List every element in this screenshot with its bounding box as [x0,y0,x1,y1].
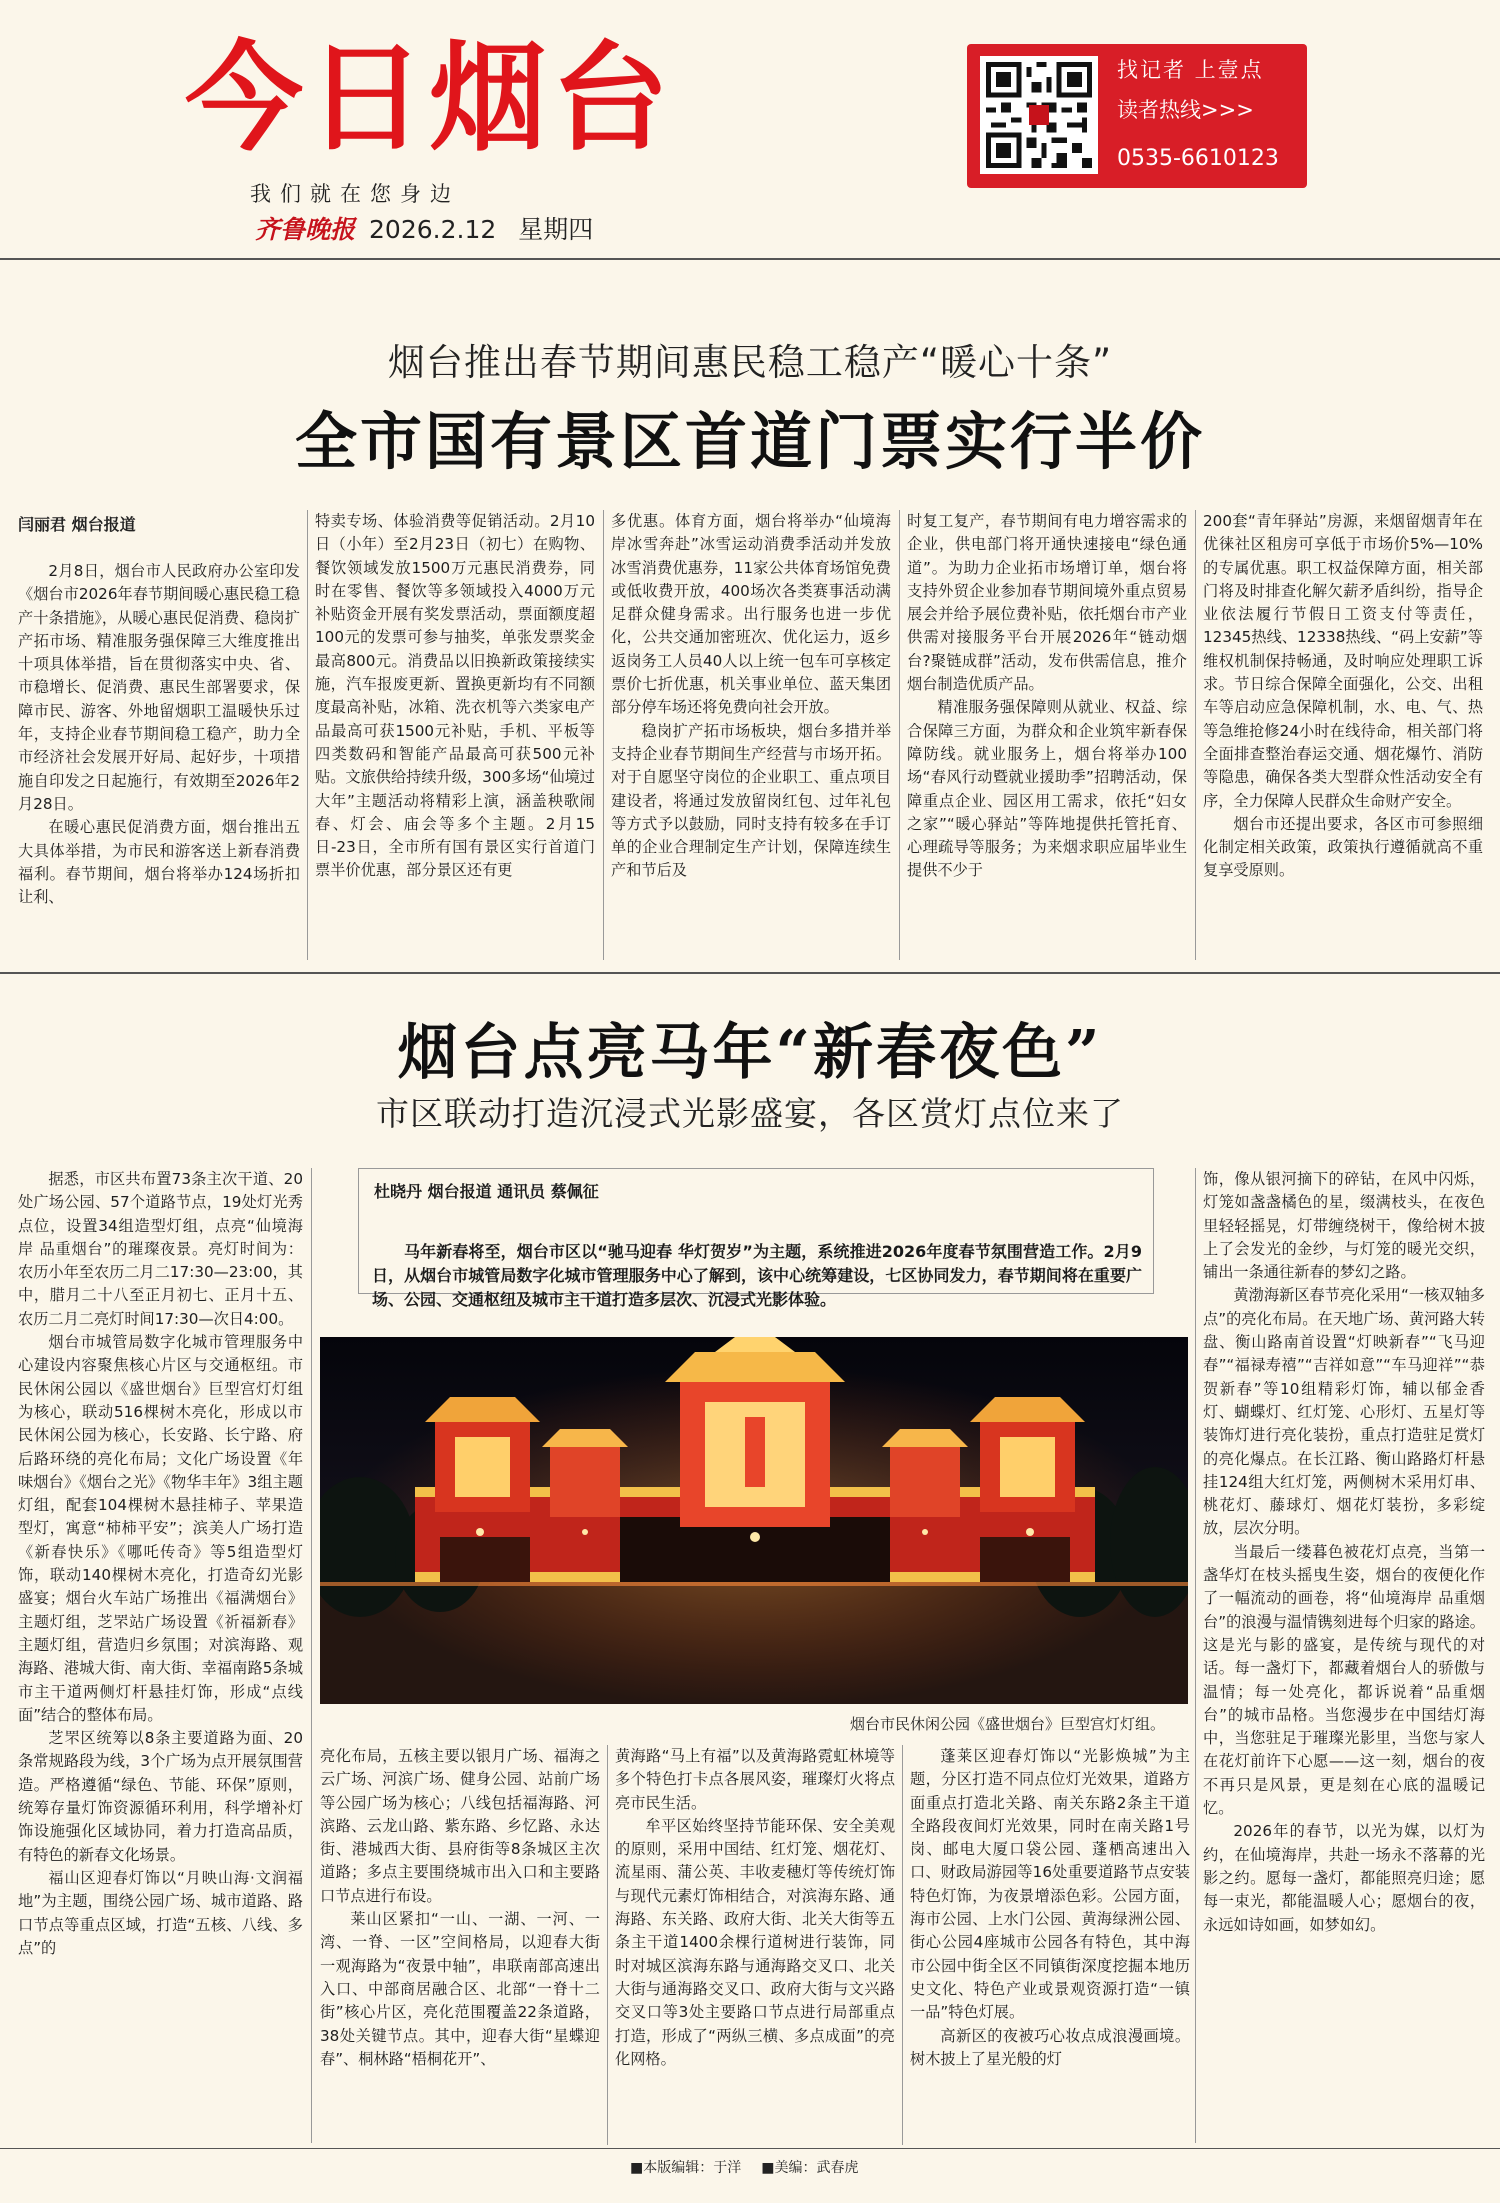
paragraph: 蓬莱区迎春灯饰以“光影焕城”为主题，分区打造不同点位灯光效果，道路方面重点打造北关路、南关东路2条主干道全路段夜间灯光效果，同时在南关路1号岗、邮电大厦口袋公园、蓬栖高速出入口、财政局游园等16处重要道路节点安装特色灯饰，为夜景增添色彩。公园方面，海市公园、上水门公园、黄海绿洲公园、街心公园4座城市公园各有特色，其中海市公园中街全区不同镇街深度挖掘本地历史文化、特色产业或景观资源打造“一镇一品”特色灯展。 [910,1747,1190,2022]
article2-headline: 烟台点亮马年“新春夜色” [397,1018,1103,1088]
divider [607,1745,608,2145]
divider [307,510,308,960]
article2-lead: 马年新春将至，烟台市区以“驰马迎春 华灯贺岁”为主题，系统推进2026年度春节氛围营造工作。2月9日，从烟台市城管局数字化城市管理服务中心了解到，该中心统筹建设，七区协同发力，春节期间将在重要广场、公园、交通枢纽及城市主干道打造多层次、沉浸式光影体验。 [372,1242,1142,1309]
paragraph: 福山区迎春灯饰以“月映山海·文润福地”为主题，围绕公园广场、城市道路、路口节点等重点区域，打造“五核、八线、多点”的 [18,1868,303,1957]
paragraph: 据悉，市区共布置73条主次干道、20处广场公园、57个道路节点，19处灯光秀点位，设置34组造型灯组，点亮“仙境海岸 品重烟台”的璀璨夜景。亮灯时间为：农历小年至农历二月二17:30—23:00，其中，腊月二十八至正月初七、正月十五、农历二月二亮灯时间17:30—次日4:00。 [18,1170,303,1328]
divider [603,510,604,960]
paragraph: 牟平区始终坚持节能环保、安全美观的原则，采用中国结、红灯笼、烟花灯、流星雨、蒲公英、丰收麦穗灯等传统灯饰与现代元素灯饰相结合，对滨海东路、通海路、东关路、政府大街、北关大街等五条主干道1400余棵行道树进行装饰，同时对城区滨海东路与通海路交叉口、北关大街与通海路交叉口、政府大街与文兴路交叉口等3处主要路口节点进行局部重点打造，形成了“两纵三横、多点成面”的亮化网格。 [615,1816,895,2068]
article2-subheadline: 市区联动打造沉浸式光影盛宴，各区赏灯点位来了 [376,1094,1124,1133]
article1-column-2 [315,510,595,960]
page-footer [630,2157,878,2177]
hotline-line1: 找记者 上壹点 [1117,58,1264,82]
article2-bottom-column-4 [910,1745,1190,2145]
issue-date: 2026.2.12 [369,215,497,244]
article2-bottom-column-3 [615,1745,895,2145]
paragraph: 稳岗扩产拓市场板块，烟台多措并举支持企业春节期间生产经营与市场开拓。对于自愿坚守岗位的企业职工、重点项目建设者，将通过发放留岗红包、过年礼包等方式予以鼓励，同时支持有较多在手订单的企业合理制定生产计划，保障连续生产和节后及 [611,721,891,880]
masthead-dateline [255,210,593,246]
article1-column-3 [611,510,891,960]
article1-column-1 [18,560,300,960]
article1-column-4 [907,510,1187,960]
footer-editor: ■本版编辑：于洋 [630,2160,742,2176]
paragraph: 200套“青年驿站”房源，来烟留烟青年在优徕社区租房可享低于市场价5%—10%的专属优惠。职工权益保障方面，相关部门将及时排查化解欠薪矛盾纠纷，指导企业依法履行节假日工资支付等责任，12345热线、12338热线、“码上安薪”等维权机制保持畅通，及时响应处理职工诉求。节日综合保障全面强化，公交、出租车等启动应急保障机制，水、电、气、热等急维抢修24小时在线待命，相关部门将全面排查整治春运交通、烟花爆竹、消防等隐患，确保各类大型群众性活动安全有序，全力保障人民群众生命财产安全。 [1203,512,1483,810]
paragraph: 特卖专场、体验消费等促销活动。2月10日（小年）至2月23日（初七）在购物、餐饮领域发放1500万元惠民消费券，同时在零售、餐饮等多领域投入4000万元补贴资金开展有奖发票活动，票面额度超100元的发票可参与抽奖，单张发票奖金最高800元。消费品以旧换新政策接续实施，汽车报废更新、置换更新均有不同额度最高补贴，冰箱、洗衣机等六类家电产品最高可获1500元补贴，手机、平板等四类数码和智能产品最高可获500元补贴。文旅供给持续升级，300多场“仙境过大年”主题活动将精彩上演，涵盖秧歌闹春、灯会、庙会等多个主题。2月15日-23日，全市所有国有景区实行首道门票半价优惠，部分景区还有更 [315,512,595,880]
paragraph: 多优惠。体育方面，烟台将举办“仙境海岸冰雪奔赴”冰雪运动消费季活动并发放冰雪消费优惠券，11家公共体育场馆免费或低收费开放，400场次各类赛事活动满足群众健身需求。出行服务也进一步优化，公共交通加密班次、优化运力，返乡返岗务工人员40人以上统一包车可享核定票价七折优惠，机关事业单位、蓝天集团部分停车场还将免费向社会开放。 [611,512,891,717]
divider [899,510,900,960]
paragraph: 烟台市还提出要求，各区市可参照细化制定相关政策，政策执行遵循就高不重复享受原则。 [1203,814,1483,880]
reader-hotline-box [967,44,1307,188]
photo-caption: 烟台市民休闲公园《盛世烟台》巨型宫灯灯组。 [850,1715,1166,1733]
article2-right-column [1203,1168,1485,2143]
divider [0,258,1500,260]
paragraph: 芝罘区统筹以8条主要道路为面、20条常规路段为线，3个广场为点开展氛围营造。严格遵循“绿色、节能、环保”原则，统筹存量灯饰资源循环利用，科学增补灯饰设施强化区域协同，着力打造高品质，有特色的新春文化场景。 [18,1729,303,1864]
paragraph: 莱山区紧扣“一山、一湖、一河、一湾、一脊、一区”空间格局，以迎春大街一观海路为“夜景中轴”，串联南部高速出入口、中部商居融合区、北部“一脊十二街”核心片区，亮化范围覆盖22条道路，38处关键节点。其中，迎春大街“星蝶迎春”、桐林路“梧桐花开”、 [320,1910,600,2068]
article1-kicker: 烟台推出春节期间惠民稳工稳产“暖心十条” [387,341,1113,384]
footer-designer: ■美编：武春虎 [761,2160,859,2176]
paragraph: 烟台市城管局数字化城市管理服务中心建设内容聚焦核心片区与交通枢纽。市民休闲公园以《盛世烟台》巨型宫灯灯组为核心，联动516棵树木亮化，形成以市民休闲公园为核心，长安路、长宁路、府后路环绕的亮化布局；文化广场设置《年味烟台》《烟台之光》《物华丰年》3组主题灯组，配套104棵树木悬挂柿子、苹果造型灯，寓意“柿柿平安”；滨美人广场打造《新春快乐》《哪吒传奇》等5组造型灯饰，联动140棵树木亮化，打造奇幻光影盛宴；烟台火车站广场推出《福满烟台》主题灯组，芝罘站广场设置《祈福新春》主题灯组，营造归乡氛围；对滨海路、观海路、港城大街、南大街、幸福南路5条城市主干道两侧灯杆悬挂灯饰，形成“点线面”结合的整体布局。 [18,1333,303,1724]
paragraph: 高新区的夜被巧心妆点成浪漫画境。树木披上了星光般的灯 [910,2026,1190,2068]
article2-byline: 杜晓丹 烟台报道 通讯员 蔡佩征 [374,1182,599,1201]
divider [0,2148,1500,2149]
paragraph: 黄渤海新区春节亮化采用“一核双轴多点”的亮化布局。在天地广场、黄河路大转盘、衡山路南首设置“灯映新春”“飞马迎春”“福禄寿禧”“吉祥如意”“车马迎祥”“恭贺新春”等10组精彩灯饰，辅以郁金香灯、蝴蝶灯、红灯笼、心形灯、五星灯等装饰灯进行亮化装扮，重点打造驻足赏灯的亮化爆点。在长江路、衡山路路灯杆悬挂124组大红灯笼，两侧树木采用灯串、桃花灯、藤球灯、烟花灯装扮，多彩绽放，层次分明。 [1203,1286,1485,1538]
paragraph: 时复工复产，春节期间有电力增容需求的企业，供电部门将开通快速接电“绿色通道”。为助力企业拓市场增订单，烟台将支持外贸企业参加春节期间境外重点贸易展会并给予展位费补贴，依托烟台市产业供需对接服务平台开展2026年“链动烟台?聚链成群”活动，发布供需信息，推介烟台制造优质产品。 [907,512,1187,694]
paragraph: 当最后一缕暮色被花灯点亮，当第一盏华灯在枝头摇曳生姿，烟台的夜便化作了一幅流动的画卷，将“仙境海岸 品重烟台”的浪漫与温情镌刻进每个归家的路途。这是光与影的盛宴，是传统与现代的对话。每一盏灯下，都藏着烟台人的骄傲与温情；每一处亮化，都诉说着“品重烟台”的城市品格。当您漫步在中国结灯海中，当您驻足于璀璨光影里，当您与家人在花灯前许下心愿——这一刻，烟台的夜不再只是风景，更是刻在心底的温暖记忆。 [1203,1542,1485,1818]
article1-byline: 闫丽君 烟台报道 [18,515,136,534]
paragraph: 亮化布局，五核主要以银月广场、福海之云广场、河滨广场、健身公园、站前广场等公园广场为核心；八线包括福海路、河滨路、云龙山路、紫东路、乡忆路、永达街、港城西大街、县府街等8条城区主次道路；多点主要围绕城市出入口和主要路口节点进行布设。 [320,1747,600,1905]
article2-bottom-column-2 [320,1745,600,2145]
paper-name: 齐鲁晚报 [255,215,356,244]
paragraph: 在暖心惠民促消费方面，烟台推出五大具体举措，为市民和游客送上新春消费福利。春节期间，烟台将举办124场折扣让利、 [18,818,300,907]
divider [902,1745,903,2145]
paragraph: 2月8日，烟台市人民政府办公室印发《烟台市2026年春节期间暖心惠民稳工稳产十条措施》，从暖心惠民促消费、稳岗扩产拓市场、精准服务强保障三大维度推出十项具体举措，旨在贯彻落实中央、省、市稳增长、促消费、惠民生部署要求，保障市民、游客、外地留烟职工温暖快乐过年，支持企业春节期间稳工稳产，助力全市经济社会发展开好局、起好步，十项措施自印发之日起施行，有效期至2026年2月28日。 [18,562,300,813]
paragraph: 黄海路“马上有福”以及黄海路霓虹林境等多个特色打卡点各展风姿，璀璨灯火将点亮市民生活。 [615,1747,895,1812]
masthead-slogan: 我们就在您身边 [250,182,460,206]
hotline-line2: 读者热线>>> [1117,98,1254,122]
article1-column-5 [1203,510,1483,960]
paragraph: 精准服务强保障则从就业、权益、综合保障三方面，为群众和企业筑牢新春保障防线。就业服务上，烟台将举办100场“春风行动暨就业援助季”招聘活动，保障重点企业、园区用工需求，依托“妇女之家”“暖心驿站”等阵地提供托管托育、心理疏导等服务；为来烟求职应届毕业生提供不少于 [907,698,1187,880]
divider [1195,1168,1196,2143]
divider [311,1168,312,2143]
article2-left-column [18,1168,303,2143]
paragraph: 2026年的春节，以光为媒，以灯为约，在仙境海岸，共赴一场永不落幕的光影之约。愿每一盏灯，都能照亮归途；愿每一束光，都能温暖人心；愿烟台的夜，永远如诗如画，如梦如幻。 [1203,1822,1485,1934]
divider [0,972,1500,974]
paragraph: 饰，像从银河摘下的碎钻，在风中闪烁，灯笼如盏盏橘色的星，缀满枝头，在夜色里轻轻摇晃，灯带缠绕树干，像给树木披上了会发光的金纱，与灯笼的暖光交织，铺出一条通往新春的梦幻之路。 [1203,1170,1485,1282]
issue-weekday: 星期四 [518,215,594,244]
article1-headline: 全市国有景区首道门票实行半价 [294,405,1205,478]
hotline-phone[interactable]: 0535-6610123 [1117,146,1279,171]
lantern-photo [320,1337,1188,1704]
divider [1195,510,1196,960]
qr-code-icon[interactable] [980,56,1098,174]
masthead-title: 今日烟台 [185,29,674,167]
